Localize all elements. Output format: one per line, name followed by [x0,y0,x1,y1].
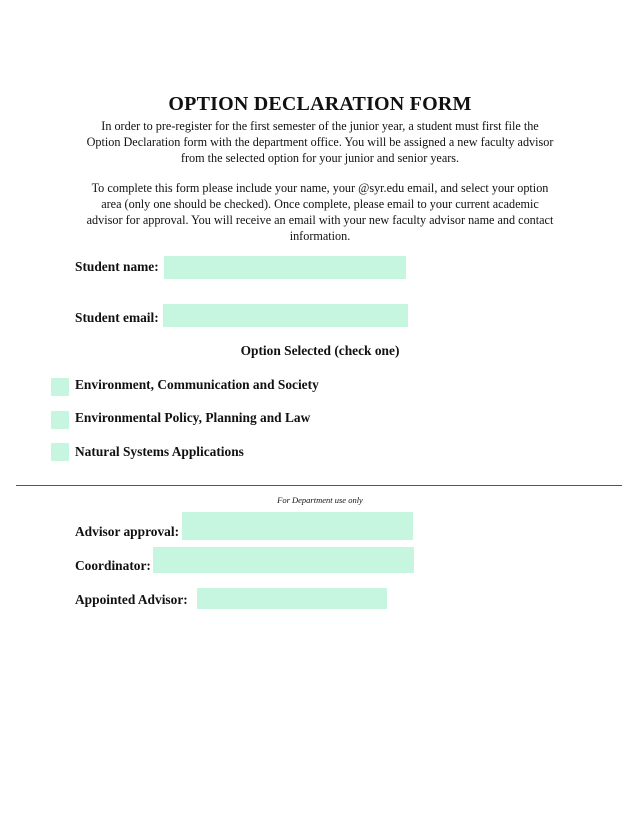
instructions-paragraph [70,180,570,244]
instructions-line: To complete this form please include your name, your @syr.edu email, and select your option [91,181,549,195]
option-label-environmental-policy-planning-law: Environmental Policy, Planning and Law [75,410,311,425]
intro-line: Option Declaration form with the department office. You will be assigned a new faculty advisor [86,135,554,149]
student-name-label: Student name: [75,259,159,274]
intro-paragraph [70,118,570,166]
coordinator-label: Coordinator: [75,558,151,573]
advisor-approval-input[interactable] [182,512,413,540]
option-checkbox-environment-communication-society[interactable] [51,378,69,396]
coordinator-input[interactable] [153,547,414,573]
instructions-line: information. [289,229,351,243]
form-title: OPTION DECLARATION FORM [168,93,472,115]
student-name-input[interactable] [164,256,406,279]
section-divider [16,485,622,486]
options-heading: Option Selected (check one) [240,343,400,358]
option-label-natural-systems-applications: Natural Systems Applications [75,444,244,459]
department-use-note: For Department use only [277,495,363,505]
intro-line: from the selected option for your junior and senior years. [180,151,460,165]
intro-line: In order to pre-register for the first semester of the junior year, a student must first file the [101,119,539,133]
student-email-label: Student email: [75,310,159,325]
instructions-line: area (only one should be checked). Once complete, please email to your current academic [101,197,539,211]
option-checkbox-natural-systems-applications[interactable] [51,443,69,461]
instructions-line: advisor for approval. You will receive an email with your new faculty advisor name and contact [86,213,554,227]
appointed-advisor-label: Appointed Advisor: [75,592,188,607]
option-checkbox-environmental-policy-planning-law[interactable] [51,411,69,429]
appointed-advisor-input[interactable] [197,588,387,609]
option-label-environment-communication-society: Environment, Communication and Society [75,377,319,392]
advisor-approval-label: Advisor approval: [75,524,180,539]
student-email-input[interactable] [163,304,408,327]
